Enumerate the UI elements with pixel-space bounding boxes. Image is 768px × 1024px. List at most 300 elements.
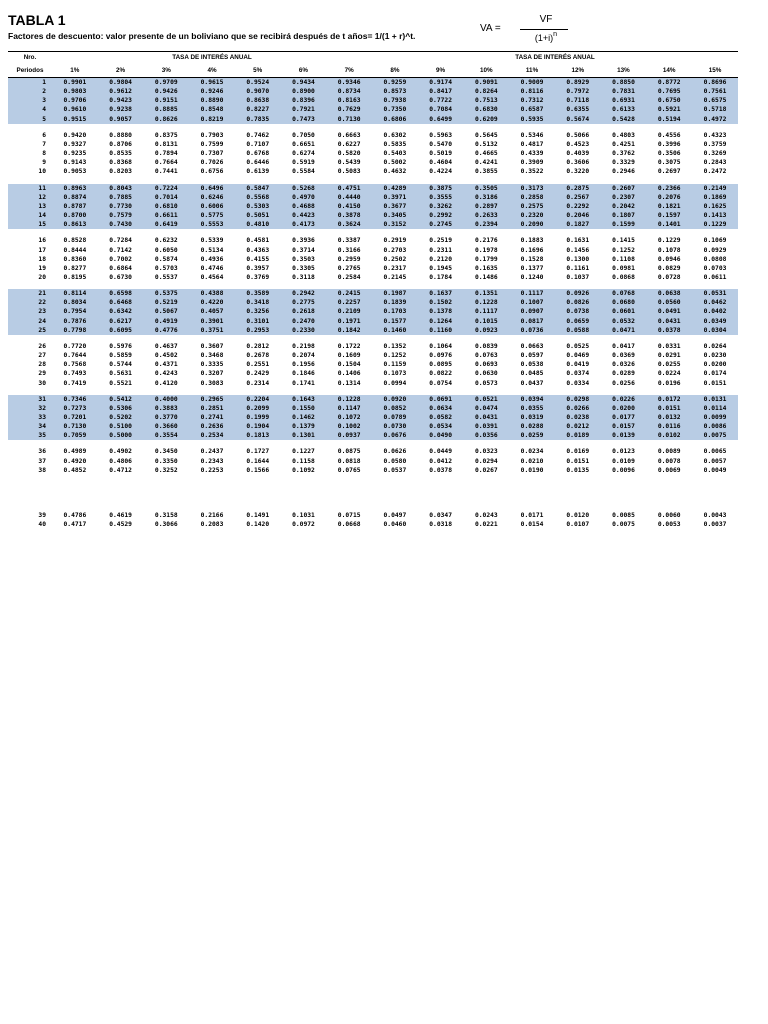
factor-cell: 0.0668	[337, 521, 361, 529]
factor-cell: 0.0123	[612, 448, 635, 456]
factor-cell: 0.4323	[703, 131, 727, 139]
factor-cell: 0.1379	[281, 422, 327, 431]
factor-cell: 0.7201	[52, 413, 98, 422]
factor-cell: 0.2472	[703, 168, 727, 176]
factor-cell: 0.6575	[692, 96, 738, 105]
period-cell: 38	[38, 466, 46, 474]
factor-cell: 0.0829	[657, 264, 681, 272]
factor-cell: 0.6496	[189, 184, 235, 193]
factor-cell: 0.2320	[509, 211, 555, 220]
rate-header-cell: 6%	[281, 63, 327, 78]
factor-cell: 0.0981	[612, 264, 635, 272]
factor-cell: 0.2703	[383, 246, 407, 254]
factor-cell: 0.5019	[429, 150, 452, 158]
factor-cell: 0.3207	[200, 370, 224, 378]
factor-cell: 0.7284	[109, 237, 132, 245]
factor-cell: 0.0497	[383, 511, 407, 519]
group-spacer	[8, 440, 738, 447]
factor-cell: 0.0588	[555, 326, 601, 335]
factor-cell: 0.8034	[52, 298, 98, 307]
table-row	[8, 96, 738, 105]
period-cell: 10	[38, 168, 46, 176]
factor-cell: 0.6768	[246, 150, 270, 158]
factor-cell: 0.2176	[474, 237, 498, 245]
factor-cell: 0.7831	[601, 87, 647, 96]
factor-cell: 0.8638	[235, 96, 281, 105]
factor-cell: 0.2992	[418, 211, 464, 220]
factor-cell: 0.1696	[520, 246, 544, 254]
factor-cell: 0.0230	[703, 352, 727, 360]
period-cell: 35	[8, 431, 52, 440]
table-row	[8, 422, 738, 431]
factor-cell: 0.2765	[337, 264, 361, 272]
factor-cell: 0.1491	[246, 511, 270, 519]
factor-cell: 0.0291	[657, 352, 681, 360]
factor-cell: 0.0288	[509, 422, 555, 431]
factor-cell: 0.1727	[246, 448, 270, 456]
factor-cell: 0.8885	[143, 105, 189, 114]
factor-cell: 0.2145	[383, 273, 407, 281]
factor-cell: 0.0582	[418, 413, 464, 422]
factor-cell: 0.3269	[703, 150, 727, 158]
factor-cell: 0.5303	[235, 202, 281, 211]
factor-cell: 0.5976	[109, 342, 132, 350]
factor-cell: 0.0139	[601, 431, 647, 440]
factor-cell: 0.2415	[326, 289, 372, 298]
factor-cell: 0.0075	[692, 431, 738, 440]
factor-cell: 0.9803	[52, 87, 98, 96]
factor-cell: 0.1161	[566, 264, 590, 272]
factor-cell: 0.0304	[692, 326, 738, 335]
factor-cell: 0.6587	[509, 105, 555, 114]
factor-cell: 0.1842	[326, 326, 372, 335]
factor-cell: 0.2042	[601, 202, 647, 211]
period-cell: 30	[38, 379, 46, 387]
factor-cell: 0.1703	[372, 307, 418, 316]
table-body	[8, 78, 738, 530]
table-row	[8, 184, 738, 193]
factor-cell: 0.0049	[703, 466, 727, 474]
factor-cell: 0.8890	[189, 96, 235, 105]
factor-cell: 0.3262	[418, 202, 464, 211]
gap-cell	[8, 475, 738, 511]
factor-cell: 0.2074	[292, 352, 315, 360]
factor-cell: 0.8850	[601, 78, 647, 88]
factor-cell: 0.6274	[292, 150, 315, 158]
factor-cell: 0.0212	[555, 422, 601, 431]
factor-cell: 0.0394	[509, 395, 555, 404]
factor-cell: 0.2965	[189, 395, 235, 404]
factor-cell: 0.3555	[418, 193, 464, 202]
factor-cell: 0.0323	[474, 448, 498, 456]
factor-cell: 0.0078	[657, 457, 681, 465]
table-row	[8, 211, 738, 220]
factor-cell: 0.5859	[109, 352, 132, 360]
factor-cell: 0.5306	[98, 404, 144, 413]
factor-cell: 0.7224	[143, 184, 189, 193]
table-header-row-2	[8, 63, 738, 78]
factor-cell: 0.9615	[189, 78, 235, 88]
factor-cell: 0.3996	[657, 140, 681, 148]
factor-cell: 0.1502	[418, 298, 464, 307]
factor-cell: 0.3770	[143, 413, 189, 422]
factor-cell: 0.3329	[612, 159, 635, 167]
factor-cell: 0.4632	[383, 168, 407, 176]
factor-cell: 0.5874	[154, 255, 178, 263]
factor-cell: 0.4810	[235, 220, 281, 229]
factor-cell: 0.0374	[566, 370, 590, 378]
factor-cell: 0.5051	[235, 211, 281, 220]
factor-cell: 0.0937	[326, 431, 372, 440]
factor-cell: 0.2253	[200, 466, 224, 474]
factor-cell: 0.0691	[418, 395, 464, 404]
factor-cell: 0.1228	[463, 298, 509, 307]
period-cell: 7	[42, 140, 46, 148]
period-cell: 22	[8, 298, 52, 307]
factor-cell: 0.6499	[418, 115, 464, 124]
factor-cell: 0.7885	[98, 193, 144, 202]
table-row	[8, 193, 738, 202]
factor-cell: 0.3418	[235, 298, 281, 307]
factor-cell: 0.6864	[109, 264, 132, 272]
factor-cell: 0.9434	[281, 78, 327, 88]
spacer-cell	[8, 388, 738, 395]
factor-cell: 0.1158	[292, 457, 315, 465]
factor-cell: 0.0491	[646, 307, 692, 316]
factor-cell: 0.8613	[52, 220, 98, 229]
factor-cell: 0.5132	[474, 140, 498, 148]
factor-cell: 0.0210	[520, 457, 544, 465]
factor-cell: 0.8444	[63, 246, 87, 254]
factor-cell: 0.4751	[326, 184, 372, 193]
rate-header-cell: 15%	[692, 63, 738, 78]
factor-cell: 0.4970	[281, 193, 327, 202]
factor-cell: 0.7002	[109, 255, 132, 263]
factor-cell: 0.0318	[429, 521, 452, 529]
factor-cell: 0.7307	[200, 150, 224, 158]
factor-cell: 0.7629	[326, 105, 372, 114]
factor-cell: 0.8548	[189, 105, 235, 114]
table-row	[8, 87, 738, 96]
factor-cell: 0.1064	[429, 342, 452, 350]
factor-cell: 0.7730	[98, 202, 144, 211]
factor-cell: 0.8043	[98, 184, 144, 193]
factor-cell: 0.4388	[189, 289, 235, 298]
table-row	[8, 78, 738, 88]
factor-cell: 0.3883	[143, 404, 189, 413]
factor-cell: 0.4440	[326, 193, 372, 202]
factor-cell: 0.0378	[646, 326, 692, 335]
factor-cell: 0.0754	[429, 379, 452, 387]
factor-cell: 0.0789	[372, 413, 418, 422]
rate-header-cell: 12%	[555, 63, 601, 78]
factor-cell: 0.7894	[154, 150, 178, 158]
factor-cell: 0.0525	[566, 342, 590, 350]
formula-denominator: (1+i)	[534, 33, 554, 43]
factor-cell: 0.2953	[235, 326, 281, 335]
factor-cell: 0.0355	[509, 404, 555, 413]
factor-cell: 0.8116	[509, 87, 555, 96]
factor-cell: 0.0728	[657, 273, 681, 281]
factor-cell: 0.0109	[612, 457, 635, 465]
factor-cell: 0.3957	[246, 264, 270, 272]
factor-cell: 0.0485	[520, 370, 544, 378]
factor-cell: 0.6050	[154, 246, 178, 254]
factor-cell: 0.1415	[612, 237, 635, 245]
factor-cell: 0.3751	[189, 326, 235, 335]
factor-cell: 0.8163	[326, 96, 372, 105]
table-row	[8, 351, 738, 360]
factor-cell: 0.8277	[63, 264, 87, 272]
factor-cell: 0.1799	[474, 255, 498, 263]
factor-cell: 0.3901	[189, 317, 235, 326]
factor-cell: 0.3350	[154, 457, 178, 465]
factor-cell: 0.1643	[281, 395, 327, 404]
factor-cell: 0.6006	[189, 202, 235, 211]
factor-cell: 0.0172	[646, 395, 692, 404]
factor-cell: 0.6611	[143, 211, 189, 220]
factor-cell: 0.3158	[154, 511, 178, 519]
factor-cell: 0.1147	[326, 404, 372, 413]
factor-cell: 0.9804	[98, 78, 144, 88]
factor-cell: 0.8375	[154, 131, 178, 139]
factor-cell: 0.4502	[154, 352, 178, 360]
factor-cell: 0.7579	[98, 211, 144, 220]
factor-cell: 0.5537	[154, 273, 178, 281]
factor-cell: 0.2470	[281, 317, 327, 326]
factor-cell: 0.1300	[566, 255, 590, 263]
factor-cell: 0.8114	[52, 289, 98, 298]
factor-cell: 0.2519	[429, 237, 452, 245]
factor-cell: 0.9426	[143, 87, 189, 96]
factor-cell: 0.1839	[372, 298, 418, 307]
factor-cell: 0.2307	[601, 193, 647, 202]
period-cell: 37	[38, 457, 46, 465]
factor-cell: 0.0402	[692, 307, 738, 316]
period-cell: 18	[38, 255, 46, 263]
period-cell: 12	[8, 193, 52, 202]
factor-cell: 0.3971	[372, 193, 418, 202]
factor-cell: 0.4619	[109, 511, 132, 519]
factor-cell: 0.0132	[646, 413, 692, 422]
factor-cell: 0.5963	[429, 131, 452, 139]
factor-cell: 0.8219	[189, 115, 235, 124]
factor-cell: 0.8195	[63, 273, 87, 281]
factor-cell: 0.0573	[474, 379, 498, 387]
rate-header-cell: 1%	[52, 63, 98, 78]
factor-cell: 0.0534	[418, 422, 464, 431]
factor-cell: 0.1092	[292, 466, 315, 474]
factor-cell: 0.0157	[601, 422, 647, 431]
period-cell: 40	[38, 521, 46, 529]
factor-cell: 0.0597	[520, 352, 544, 360]
factor-cell: 0.0089	[657, 448, 681, 456]
factor-cell: 0.4665	[474, 150, 498, 158]
factor-cell: 0.3606	[566, 159, 590, 167]
factor-cell: 0.0419	[566, 361, 590, 369]
factor-cell: 0.5820	[337, 150, 361, 158]
factor-cell: 0.2741	[189, 413, 235, 422]
factor-cell: 0.2959	[337, 255, 361, 263]
factor-cell: 0.4241	[474, 159, 498, 167]
factor-cell: 0.2607	[601, 184, 647, 193]
factor-cell: 0.4556	[657, 131, 681, 139]
factor-cell: 0.2120	[429, 255, 452, 263]
factor-cell: 0.3855	[474, 168, 498, 176]
factor-cell: 0.6468	[98, 298, 144, 307]
factor-cell: 0.3101	[235, 317, 281, 326]
factor-cell: 0.3450	[154, 448, 178, 456]
factor-cell: 0.0151	[646, 404, 692, 413]
factor-cell: 0.0926	[555, 289, 601, 298]
factor-cell: 0.1117	[463, 307, 509, 316]
factor-cell: 0.1037	[566, 273, 590, 281]
factor-cell: 0.1528	[520, 255, 544, 263]
factor-cell: 0.4564	[200, 273, 224, 281]
factor-cell: 0.9057	[98, 115, 144, 124]
factor-cell: 0.1031	[292, 511, 315, 519]
factor-cell: 0.6227	[337, 140, 361, 148]
factor-cell: 0.6756	[200, 168, 224, 176]
rate-header-right: TASA DE INTERÉS ANUAL	[372, 52, 738, 64]
period-cell: 36	[38, 448, 46, 456]
factor-cell: 0.4712	[109, 466, 132, 474]
table-row	[8, 431, 738, 440]
page-gap	[8, 475, 738, 511]
period-cell: 14	[8, 211, 52, 220]
factor-cell: 0.0200	[703, 361, 727, 369]
factor-cell: 0.3909	[520, 159, 544, 167]
factor-cell: 0.4523	[566, 140, 590, 148]
factor-cell: 0.0852	[372, 404, 418, 413]
factor-cell: 0.9151	[143, 96, 189, 105]
factor-cell: 0.7599	[200, 140, 224, 148]
factor-cell: 0.8880	[109, 131, 132, 139]
factor-cell: 0.0676	[372, 431, 418, 440]
formula-denominator-wrap	[524, 33, 568, 43]
factor-cell: 0.0412	[429, 457, 452, 465]
period-cell: 27	[38, 352, 46, 360]
factor-cell: 0.0234	[520, 448, 544, 456]
table-row	[8, 220, 738, 229]
factor-cell: 0.4817	[520, 140, 544, 148]
factor-cell: 0.7026	[200, 159, 224, 167]
factor-cell: 0.0102	[646, 431, 692, 440]
factor-cell: 0.4243	[154, 370, 178, 378]
factor-cell: 0.4776	[143, 326, 189, 335]
table-row	[8, 369, 738, 378]
factor-cell: 0.0096	[612, 466, 635, 474]
factor-cell: 0.0822	[429, 370, 452, 378]
factor-cell: 0.0114	[692, 404, 738, 413]
table-row	[8, 326, 738, 335]
group-spacer	[8, 335, 738, 342]
factor-cell: 0.7130	[52, 422, 98, 431]
period-cell: 9	[42, 159, 46, 167]
factor-cell: 0.6730	[109, 273, 132, 281]
factor-cell: 0.4039	[566, 150, 590, 158]
factor-cell: 0.7644	[63, 352, 87, 360]
factor-cell: 0.1160	[418, 326, 464, 335]
factor-cell: 0.1550	[281, 404, 327, 413]
factor-cell: 0.1069	[703, 237, 727, 245]
factor-cell: 0.0060	[657, 511, 681, 519]
factor-cell: 0.4173	[281, 220, 327, 229]
factor-cell: 0.5194	[646, 115, 692, 124]
factor-cell: 0.0085	[612, 511, 635, 519]
factor-cell: 0.9070	[235, 87, 281, 96]
factor-cell: 0.0490	[418, 431, 464, 440]
factor-cell: 0.2851	[189, 404, 235, 413]
table-row	[8, 149, 738, 158]
factor-cell: 0.8417	[418, 87, 464, 96]
factor-cell: 0.0826	[555, 298, 601, 307]
table-row	[8, 447, 738, 456]
factor-cell: 0.1413	[692, 211, 738, 220]
table-row	[8, 342, 738, 351]
period-cell: 6	[42, 131, 46, 139]
factor-cell: 0.7014	[143, 193, 189, 202]
factor-cell: 0.0929	[703, 246, 727, 254]
factor-cell: 0.6598	[98, 289, 144, 298]
factor-cell: 0.3759	[703, 140, 727, 148]
factor-cell: 0.0171	[520, 511, 544, 519]
factor-cell: 0.0634	[418, 404, 464, 413]
factor-cell: 0.3762	[612, 150, 635, 158]
factor-cell: 0.1784	[429, 273, 452, 281]
factor-cell: 0.9346	[326, 78, 372, 88]
factor-cell: 0.4919	[143, 317, 189, 326]
factor-cell: 0.0736	[509, 326, 555, 335]
factor-cell: 0.6095	[98, 326, 144, 335]
factor-cell: 0.0611	[703, 273, 727, 281]
period-cell: 11	[8, 184, 52, 193]
factor-cell: 0.6246	[189, 193, 235, 202]
factor-cell: 0.1456	[566, 246, 590, 254]
factor-cell: 0.0703	[703, 264, 727, 272]
factor-cell: 0.1460	[372, 326, 418, 335]
factor-cell: 0.2429	[246, 370, 270, 378]
factor-cell: 0.9235	[63, 150, 87, 158]
factor-cell: 0.0923	[463, 326, 509, 335]
factor-cell: 0.9524	[235, 78, 281, 88]
table-row	[8, 167, 738, 176]
factor-cell: 0.1722	[337, 342, 361, 350]
factor-cell: 0.0391	[463, 422, 509, 431]
factor-cell: 0.1002	[326, 422, 372, 431]
period-cell: 25	[8, 326, 52, 335]
factor-cell: 0.2198	[292, 342, 315, 350]
factor-cell: 0.0471	[601, 326, 647, 335]
factor-cell: 0.0659	[555, 317, 601, 326]
factor-cell: 0.5412	[98, 395, 144, 404]
factor-cell: 0.0715	[337, 511, 361, 519]
factor-cell: 0.9009	[509, 78, 555, 88]
factor-cell: 0.7462	[246, 131, 270, 139]
factor-cell: 0.9259	[372, 78, 418, 88]
factor-cell: 0.2317	[383, 264, 407, 272]
factor-cell: 0.8535	[109, 150, 132, 158]
factor-cell: 0.3335	[200, 361, 224, 369]
factor-cell: 0.8360	[63, 255, 87, 263]
factor-cell: 0.1462	[281, 413, 327, 422]
factor-cell: 0.7835	[235, 115, 281, 124]
factor-cell: 0.3607	[200, 342, 224, 350]
rate-header-cell: 13%	[601, 63, 647, 78]
factor-cell: 0.5674	[555, 115, 601, 124]
factor-cell: 0.2919	[383, 237, 407, 245]
formula-lhs: VA =	[480, 23, 501, 34]
